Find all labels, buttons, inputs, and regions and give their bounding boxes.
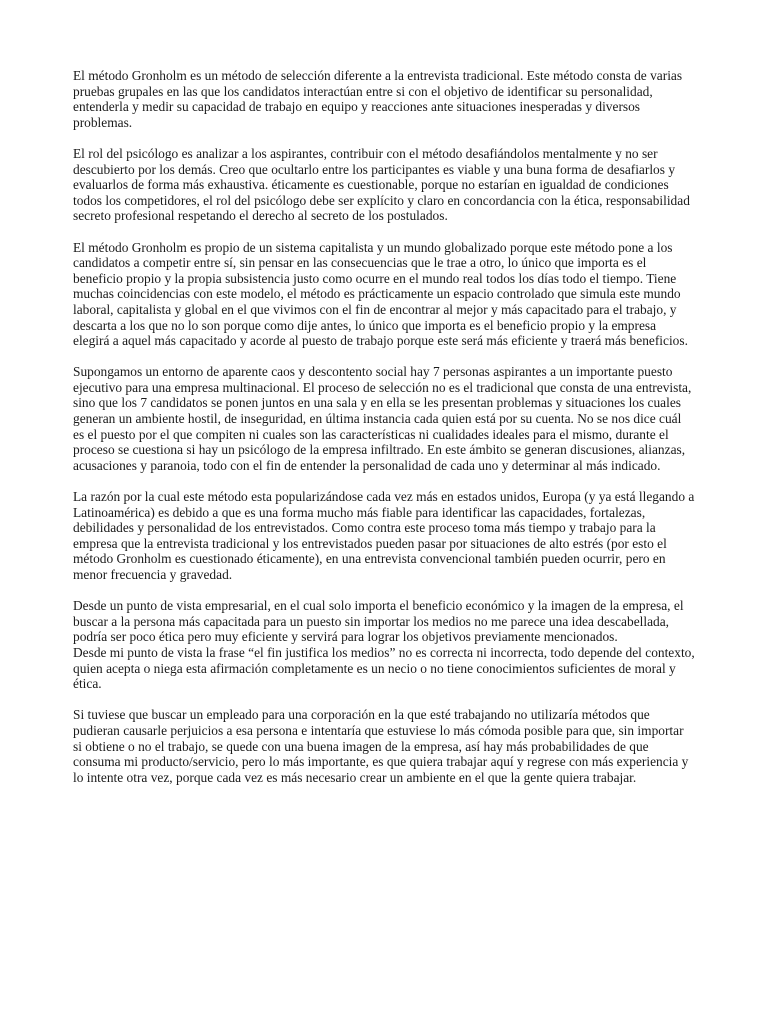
paragraph-business-view: Desde un punto de vista empresarial, en el cual solo importa el beneficio económico y la imagen de la empresa, el buscar a la persona más capacitada para un puesto sin importar los medios no me parece una idea descabellada, podría ser poco ética pero muy eficiente y servirá para lograr los objetivos previamente mencionados.	[73, 598, 684, 645]
paragraph-hiring-approach: Si tuviese que buscar un empleado para una corporación en la que esté trabajando no utilizaría métodos que pudieran causarle perjuicios a esa persona e intentaría que estuviese lo más cómoda posible para que, sin importar si obtiene o no el trabajo, se quede con una buena imagen de la empresa, así hay más probabilidades de que consuma mi producto/servicio, pero lo más importante, es que quiera trabajar aquí y regrese con más experiencia y lo intente otra vez, porque cada vez es más necesario crear un ambiente en el que la gente quiera trabajar.	[73, 707, 689, 785]
paragraph-gronholm-definition: El método Gronholm es un método de selección diferente a la entrevista tradicional. Este método consta de varias pruebas grupales en las que los candidatos interactúan entre si con el objetivo de identificar su personalidad, entenderla y medir su capacidad de trabajo en equipo y reacciones ante situaciones inesperadas y diversos problemas.	[73, 68, 683, 130]
paragraph-personal-view: Desde mi punto de vista la frase “el fin justifica los medios” no es correcta ni incorrecta, todo depende del contexto, quien acepta o niega esta afirmación completamente es un necio o no tiene conocimientos suficientes de moral y ética.	[73, 644, 695, 692]
paragraph-scenario: Supongamos un entorno de aparente caos y descontento social hay 7 personas aspirantes a un importante puesto ejecutivo para una empresa multinacional. El proceso de selección no es el tradicional que consta de una entrevista, sino que los 7 candidatos se ponen juntos en una sala y en ella se les presentan problemas y situaciones los cuales generan un ambiente hostil, de inseguridad, en última instancia cada quien está por su cuenta. No se nos dice cuál es el puesto por el que compiten ni cuales son las características ni cualidades ideales para el mismo, durante el proceso se cuestiona si hay un psicólogo de la empresa infiltrado. En este ámbito se generan discusiones, alianzas, acusaciones y paranoia, todo con el fin de entender la personalidad de cada uno y determinar al más indicado.	[73, 364, 692, 473]
document-page	[73, 68, 695, 801]
paragraph-popularity: La razón por la cual este método esta popularizándose cada vez más en estados unidos, Europa (y ya está llegando a Latinoamérica) es debido a que es una forma mucho más fiable para identificar las capacidades, fortalezas, debilidades y personalidad de los entrevistados. Como contra este proceso toma más tiempo y trabajo para la empresa que la entrevista tradicional y los entrevistados pueden pasar por situaciones de alto estrés (por esto el método Gronholm es cuestionado éticamente), en una entrevista convencional también pueden ocurrir, pero en menor frecuencia y gravedad.	[73, 489, 695, 582]
paragraph-capitalist-system: El método Gronholm es propio de un sistema capitalista y un mundo globalizado porque este método pone a los candidatos a competir entre sí, sin pensar en las consecuencias que le trae a otro, lo único que importa es el beneficio propio y la propia subsistencia justo como ocurre en el mundo real todos los días todo el tiempo. Tiene muchas coincidencias con este modelo, el método es prácticamente un espacio controlado que simula este mundo laboral, capitalista y global en el que vivimos con el fin de encontrar al mejor y más capacitado para el trabajo, y descarta a los que no lo son porque como dije antes, lo único que importa es el beneficio propio y la empresa elegirá a aquel más capacitado y acorde al puesto de trabajo porque este será más eficiente y traerá más beneficios.	[73, 239, 688, 349]
paragraph-psychologist-role: El rol del psicólogo es analizar a los aspirantes, contribuir con el método desafiándolos mentalmente y no ser descubierto por los demás. Creo que ocultarlo entre los participantes es viable y una buna forma de desafiarlos y evaluarlos de forma más exhaustiva. éticamente es cuestionable, porque no estarían en igualdad de condiciones todos los competidores, el rol del psicólogo debe ser explícito y claro en concordancia con la ética, responsabilidad secreto profesional respetando el derecho al secreto de los postulados.	[73, 145, 690, 224]
